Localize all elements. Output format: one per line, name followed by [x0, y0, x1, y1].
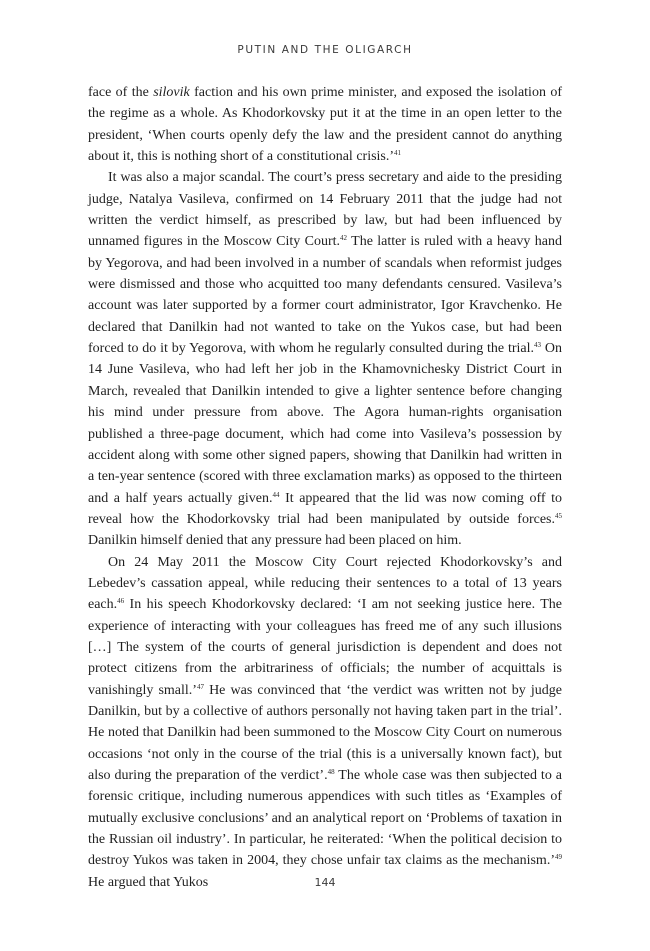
footnote-ref: 41 — [394, 149, 402, 158]
paragraph-2: It was also a major scandal. The court’s press secretary and aide to the presiding judge, Natalya Vasileva, confirmed on 14 February 2011 that the judge had not written the verdict himself, as prescribed by law, but had been influenced by unnamed figures in the Moscow City Court.$^{42}$ The latter is ruled with a heavy hand by Yegorova, and had been involved in a number of scandals when reformist judges were dismissed and those who acquitted too many defendants censured. Vasileva’s account was later supported by a former court administrator, Igor Kravchenko. He declared that Danilkin had not wanted to take on the Yukos case, but had been forced to do it by Yegorova, with whom he regularly consulted during the trial.$^{43}$ On 14 June Vasileva, who had left her job in the Khamovnichesky District Court in March, revealed that Danilkin intended to give a lighter sentence before changing his mind under pressure from above. The Agora human-rights organisation published a three-page document, which had come into Vasileva’s possession by accident along with some other signed papers, showing that Danilkin had written in a ten-year sentence (scored with three exclamation marks) as opposed to the thirteen and a half years actually given.$^{44}$ It appeared that the lid was now coming off to reveal how the Khodorkovsky trial had been manipulated by outside forces.$^{45}$ Danilkin himself denied that any pressure had been placed on him. — [88, 170, 562, 549]
footnote-ref: 47 — [196, 682, 204, 691]
paragraph-3: On 24 May 2011 the Moscow City Court rejected Khodorkovsky’s and Lebedev’s cassation appeal, while reducing their sentences to a total of 13 years each.$^{46}$ In his speech Khodorkovsky declared: ‘I am not seeking justice here. The experience of interacting with your colleagues has freed me of any such illusions […] The system of the courts of general jurisdiction is dependent and does not protect citizens from the arbitrariness of officials; the number of acquittals is vanishingly small.’$^{47}$ He was convinced that ‘the verdict was written not by judge Danilkin, but by a collective of authors personally not having taken part in the trial’. He noted that Danilkin had been summoned to the Moscow City Court on numerous occasions ‘not only in the course of the trial (this is a universally known fact), but also during the preparation of the verdict’.$^{48}$ The whole case was then subjected to a forensic critique, including numerous appendices with such titles as ‘Examples of mutually exclusive conclusions’ and an analytical report on ‘Problems of taxation in the Russian oil industry’. In particular, he reiterated: ‘When the political decision to destroy Yukos was taken in 2004, they chose unfair tax claims as the mechanism.’$^{49}$ He argued that Yukos — [88, 554, 563, 890]
footnote-ref: 46 — [117, 597, 125, 606]
footnote-ref: 48 — [327, 768, 335, 776]
footnote-ref: 43 — [534, 341, 542, 350]
body-text — [88, 82, 562, 893]
footnote-ref: 49 — [555, 853, 562, 862]
footnote-ref: 44 — [272, 490, 280, 499]
footnote-ref: 45 — [555, 511, 562, 520]
footnote-ref: 42 — [340, 234, 348, 243]
paragraph-1: face of the silovik faction and his own prime minister, and exposed the isolation of the regime as a whole. As Khodorkovsky put it at the time in an open letter to the president, ‘When courts openly defy the law and the president cannot do anything about it, this is nothing short of a constitutional crisis.’$^{41}$ — [88, 85, 562, 165]
running-head: PUTIN AND THE OLIGARCH — [237, 44, 413, 56]
page-number: 144 — [314, 876, 336, 889]
italic-term: silovik — [153, 85, 190, 100]
